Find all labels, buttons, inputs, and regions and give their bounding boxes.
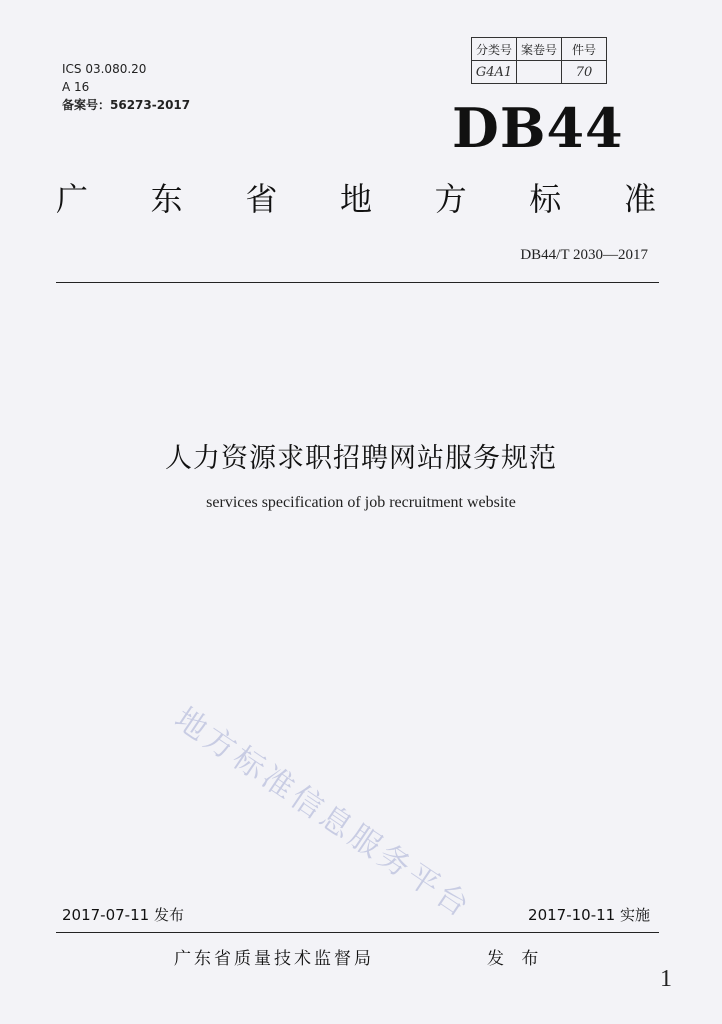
standard-type-char: 省 [245, 180, 278, 218]
archive-stamp [471, 37, 607, 84]
standard-type-char: 广 [56, 180, 89, 218]
standard-type-char: 地 [339, 180, 372, 218]
watermark: 地方标准信息服务平台 [167, 700, 479, 927]
stamp-header-item: 件号 [562, 38, 607, 61]
issue-label: 发 布 [487, 949, 545, 969]
record-number: 备案号：56273-2017 [62, 98, 191, 112]
standard-type-title [56, 174, 656, 220]
standard-type-char: 标 [529, 180, 562, 218]
stamp-value-item: 70 [562, 61, 607, 84]
top-divider [56, 282, 659, 283]
standard-number: DB44/T 2030—2017 [520, 247, 648, 263]
bottom-divider [56, 932, 659, 933]
stamp-header-category: 分类号 [472, 38, 517, 61]
stamp-value-category: G4A1 [472, 61, 517, 84]
ccs-code: A 16 [62, 80, 90, 94]
classification-meta [62, 60, 190, 114]
document-title: 人力资源求职招聘网站服务规范 [165, 443, 557, 474]
stamp-value-volume [517, 61, 562, 84]
standard-code: DB44 [452, 96, 624, 160]
document-subtitle: services specification of job recruitment website [206, 494, 516, 511]
ics-code: ICS 03.080.20 [62, 62, 147, 76]
standard-type-char: 东 [150, 180, 183, 218]
release-date: 2017-07-11 发布 [62, 906, 184, 924]
issuing-authority: 广东省质量技术监督局 [174, 949, 374, 969]
page-number: 1 [660, 966, 672, 992]
effective-date: 2017-10-11 实施 [528, 906, 650, 924]
standard-type-char: 准 [623, 180, 656, 218]
stamp-header-volume: 案卷号 [517, 38, 562, 61]
standard-type-char: 方 [434, 180, 467, 218]
